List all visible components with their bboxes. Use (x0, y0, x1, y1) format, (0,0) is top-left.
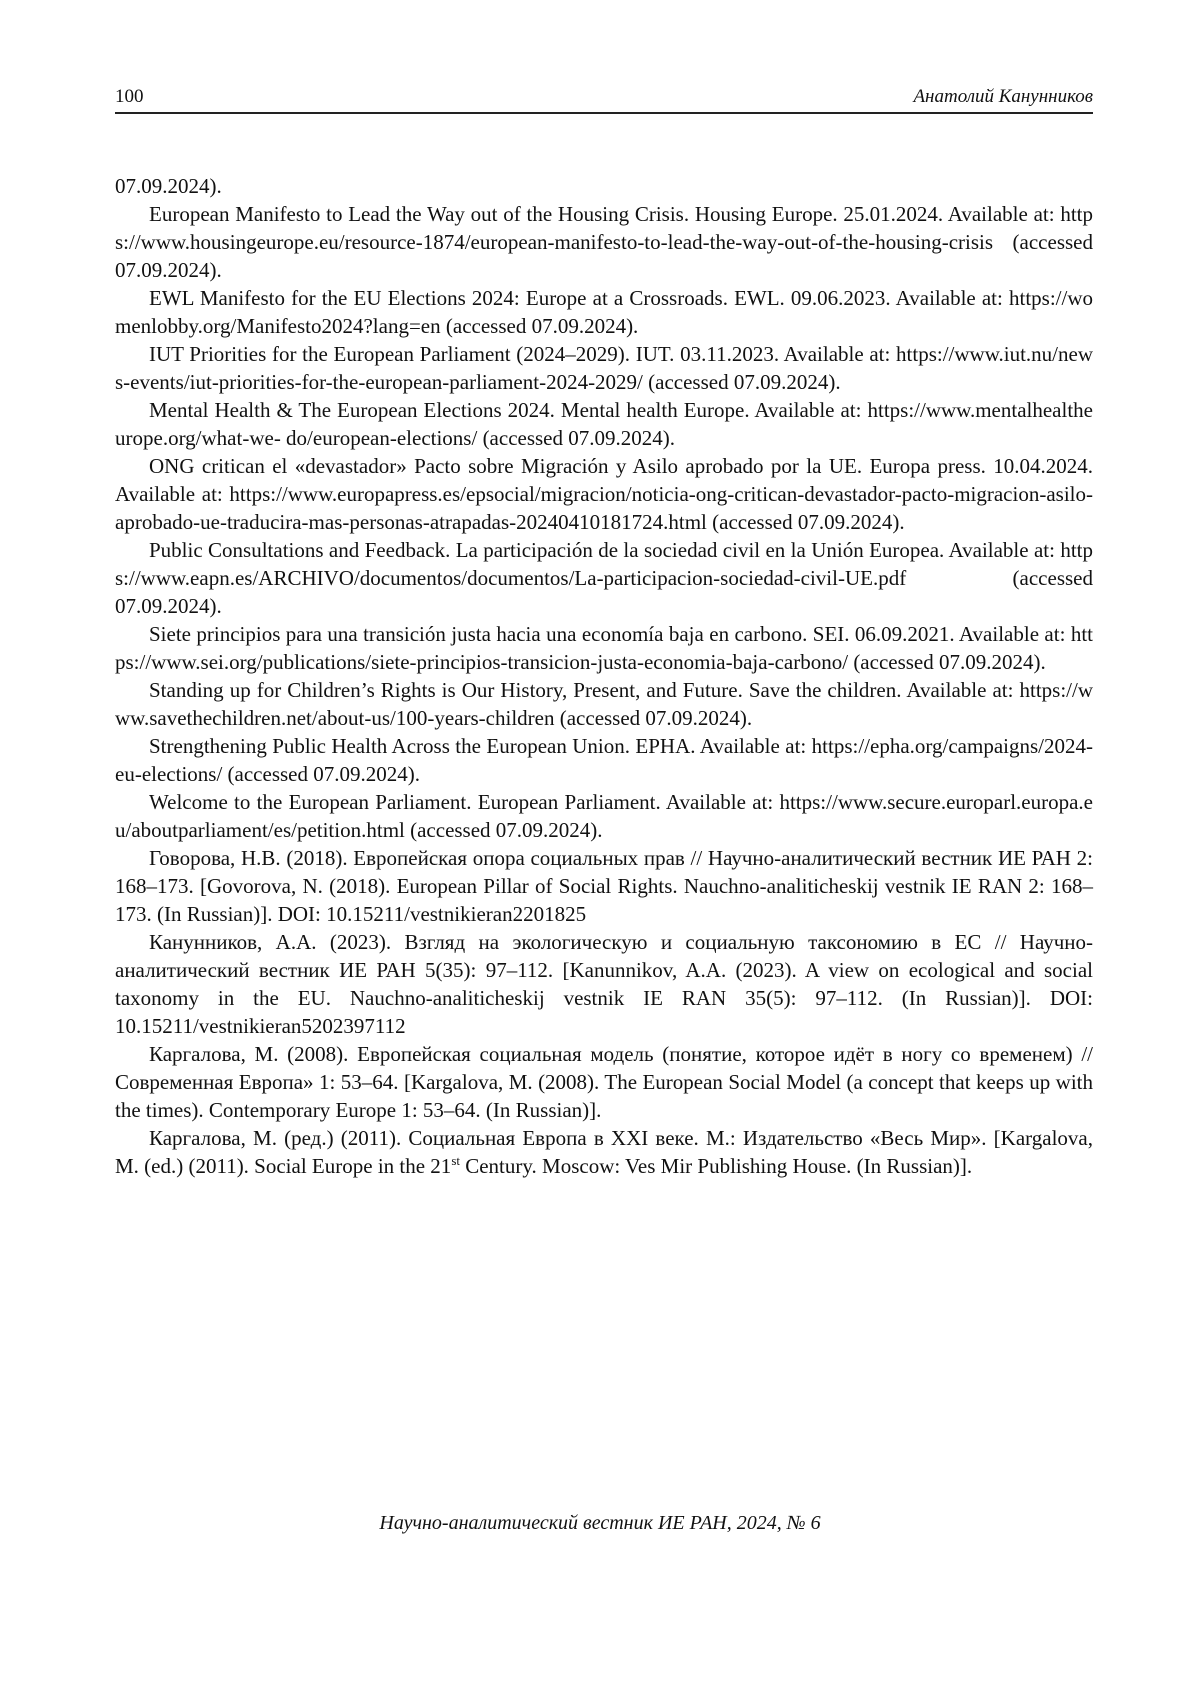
reference-text: Каргалова, М. (2008). Европейская социальная модель (понятие, которое идёт в ногу со временем) // Современная Европа» 1: 53–64. [Kargalova, M. (2008). The European Social Model (a concept that keeps up with the times). Contemporary Europe 1: 53–64. (In Russian)]. (115, 1042, 1093, 1122)
reference-continuation (115, 172, 1093, 200)
reference-entry (115, 676, 1093, 732)
reference-url: https://www.savethechildren.net/about-us/100-years-children (115, 678, 1093, 730)
reference-entry (115, 284, 1093, 340)
reference-tail: (accessed 07.09.2024). (642, 370, 841, 394)
reference-url: https://www.sei.org/publications/siete-principios-transicion-justa-economia-baja-carbono/ (115, 622, 1093, 674)
reference-tail: Century. Moscow: Ves Mir Publishing House. (In Russian)]. (459, 1154, 973, 1178)
reference-text: Welcome to the European Parliament. European Parliament. Available at: (149, 790, 780, 814)
reference-entry (115, 620, 1093, 676)
reference-tail: (accessed 07.09.2024). (706, 510, 905, 534)
reference-text: Strengthening Public Health Across the European Union. EPHA. Available at: (149, 734, 812, 758)
reference-list (115, 172, 1093, 1180)
reference-entry (115, 200, 1093, 284)
reference-url: https://www.housingeurope.eu/resource-1874/european-manifesto-to-lead-the-way-out-of-the-housing-crisis (115, 202, 1093, 254)
reference-tail: (accessed 07.09.2024). (477, 426, 675, 450)
reference-text: Standing up for Children’s Rights is Our History, Present, and Future. Save the children. Available at: (149, 678, 1020, 702)
reference-url: https://www.mentalhealtheurope.org/what-we- do/european-elections/ (115, 398, 1093, 450)
reference-entry (115, 536, 1093, 620)
reference-text: 07.09.2024). (115, 174, 222, 198)
reference-url: https://www.iut.nu/news-events/iut-priorities-for-the-european-parliament-2024-2029/ (115, 342, 1093, 394)
reference-tail: (accessed 07.09.2024). (404, 818, 603, 842)
reference-text: Public Consultations and Feedback. La participación de la sociedad civil en la Unión Europea. Available at: (149, 538, 1061, 562)
reference-entry (115, 1040, 1093, 1124)
running-head-author: Анатолий Канунников (913, 86, 1093, 107)
reference-tail: (accessed 07.09.2024). (222, 762, 420, 786)
reference-entry (115, 396, 1093, 452)
reference-text: Канунников, А.А. (2023). Взгляд на экологическую и социальную таксономию в ЕС // Научно-аналитический вестник ИЕ РАН 5(35): 97–112. [Kanunnikov, A.A. (2023). A view on ecological and social taxonomy in the EU. Nauchno-analiticheskij vestnik IE RAN 35(5): 97–112. (In Russian)]. DOI: 10.15211/vestnikieran5202397112 (115, 930, 1093, 1038)
reference-entry (115, 844, 1093, 928)
reference-tail: (accessed 07.09.2024). (554, 706, 753, 730)
reference-url: https://www.secure.europarl.europa.eu/aboutparliament/es/petition.html (115, 790, 1093, 842)
reference-text: European Manifesto to Lead the Way out of the Housing Crisis. Housing Europe. 25.01.2024. Available at: (149, 202, 1061, 226)
reference-text: EWL Manifesto for the EU Elections 2024: Europe at a Crossroads. EWL. 09.06.2023. Available at: (149, 286, 1009, 310)
reference-tail: (accessed 07.09.2024). (440, 314, 639, 338)
reference-tail: (accessed 07.09.2024). (115, 230, 1093, 282)
reference-entry (115, 452, 1093, 536)
reference-text: ONG critican el «devastador» Pacto sobre Migración y Asilo aprobado por la UE. Europa press. 10.04.2024. Available at: (115, 454, 1093, 506)
ordinal-superscript: st (451, 1153, 460, 1168)
reference-text: Siete principios para una transición justa hacia una economía baja en carbono. SEI. 06.09.2021. Available at: (149, 622, 1071, 646)
reference-text: Mental Health & The European Elections 2024. Mental health Europe. Available at: (149, 398, 868, 422)
reference-url: https://www.eapn.es/ARCHIVO/documentos/documentos/La-participacion-sociedad-civil-UE.pdf (115, 538, 1093, 590)
reference-text: Каргалова, М. (ред.) (2011). Социальная Европа в XXI веке. М.: Издательство «Весь Мир». [Kargalova, M. (ed.) (2011). Social Europe in the 21 (115, 1126, 1093, 1178)
reference-text: Говорова, Н.В. (2018). Европейская опора социальных прав // Научно-аналитический вестник ИЕ РАН 2: 168–173. [Govorova, N. (2018). European Pillar of Social Rights. Nauchno-analiticheskij vestnik IE RAN 2: 168–173. (In Russian)]. DOI: 10.15211/vestnikieran2201825 (115, 846, 1093, 926)
page-number: 100 (115, 86, 144, 107)
reference-entry (115, 788, 1093, 844)
reference-entry (115, 732, 1093, 788)
reference-entry (115, 1124, 1093, 1180)
reference-text: IUT Priorities for the European Parliament (2024–2029). IUT. 03.11.2023. Available at: (149, 342, 897, 366)
journal-footer: Научно-аналитический вестник ИЕ РАН, 2024, № 6 (379, 1512, 821, 1534)
reference-url: https://www.europapress.es/epsocial/migracion/noticia-ong-critican-devastador-pacto-migracion-asilo-aprobado-ue-traducira-mas-personas-atrapadas-20240410181724.html (115, 482, 1093, 534)
page-header (115, 84, 1093, 114)
reference-url: https://epha.org/campaigns/2024-eu-elections/ (115, 734, 1093, 786)
reference-tail: (accessed 07.09.2024). (115, 566, 1093, 618)
reference-entry (115, 340, 1093, 396)
reference-entry (115, 928, 1093, 1040)
reference-url: https://womenlobby.org/Manifesto2024?lang=en (115, 286, 1093, 338)
reference-tail: (accessed 07.09.2024). (848, 650, 1046, 674)
